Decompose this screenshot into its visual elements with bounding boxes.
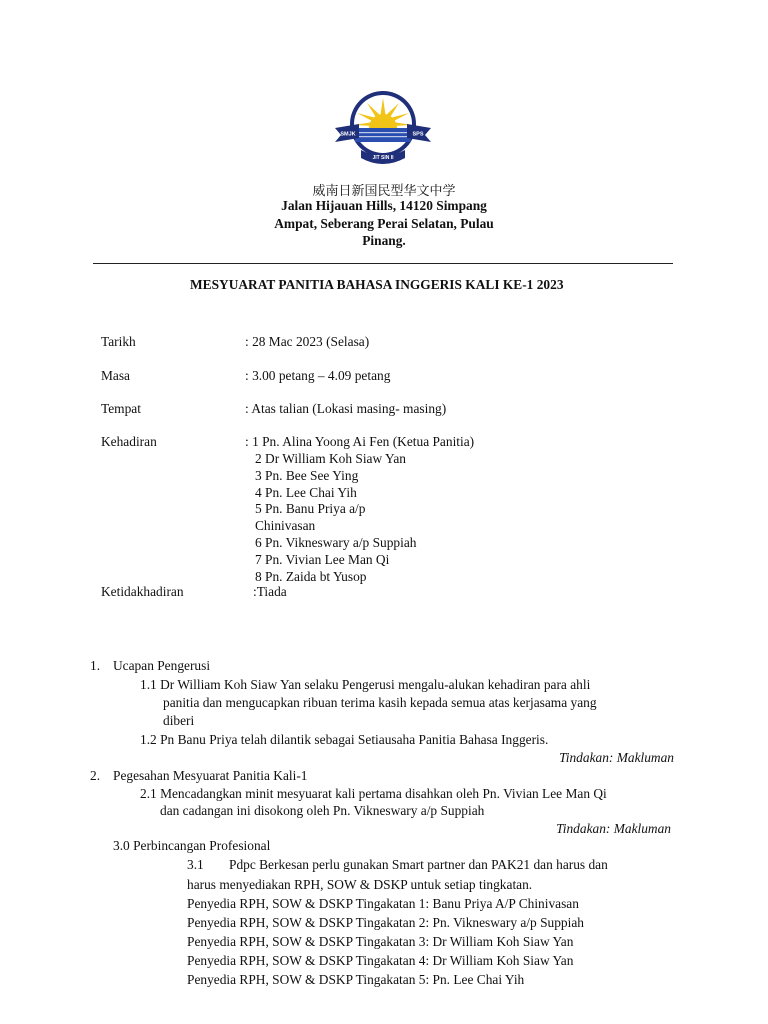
tempat-value: : Atas talian (Lokasi masing- masing)	[245, 401, 447, 416]
agenda-1-1-line1: 1.1 Dr William Koh Siaw Yan selaku Pengerusi mengalu-alukan kehadiran para ahli	[140, 677, 591, 692]
attendee-item: 4 Pn. Lee Chai Yih	[255, 485, 357, 500]
attendee-item: 2 Dr William Koh Siaw Yan	[255, 451, 406, 466]
right-ribbon-text: SPS	[412, 131, 424, 138]
tarikh-value: : 28 Mac 2023 (Selasa)	[245, 334, 370, 349]
attendee-item: 8 Pn. Zaida bt Yusop	[255, 569, 367, 584]
attendee-item: 3 Pn. Bee See Ying	[255, 468, 359, 483]
ketidakhadiran-value: :Tiada	[253, 584, 287, 599]
header-divider	[93, 263, 673, 264]
address-line-1: Jalan Hijauan Hills, 14120 Simpang	[281, 198, 487, 213]
agenda-2-action: Tindakan: Makluman	[556, 821, 671, 836]
agenda-2-number: 2.	[90, 768, 101, 783]
tempat-label: Tempat	[101, 401, 141, 416]
masa-value: : 3.00 petang – 4.09 petang	[245, 368, 391, 383]
attendee-item: Chinivasan	[255, 518, 316, 533]
attendee-item: 7 Pn. Vivian Lee Man Qi	[255, 552, 390, 567]
agenda-2-1-line1: 2.1 Mencadangkan minit mesyuarat kali pertama disahkan oleh Pn. Vivian Lee Man Qi	[140, 786, 607, 801]
penyedia-item: Penyedia RPH, SOW & DSKP Tingakatan 5: Pn. Lee Chai Yih	[187, 972, 525, 987]
agenda-3-title: 3.0 Perbincangan Profesional	[113, 838, 271, 853]
penyedia-item: Penyedia RPH, SOW & DSKP Tingakatan 4: Dr William Koh Siaw Yan	[187, 953, 574, 968]
attendee-item: 6 Pn. Vikneswary a/p Suppiah	[255, 535, 417, 550]
attendee-item: 5 Pn. Banu Priya a/p	[255, 501, 366, 516]
kehadiran-first: : 1 Pn. Alina Yoong Ai Fen (Ketua Panitia)	[245, 434, 475, 449]
agenda-1-title: Ucapan Pengerusi	[113, 658, 211, 673]
meeting-title: MESYUARAT PANITIA BAHASA INGGERIS KALI KE-1 2023	[190, 277, 564, 292]
agenda-2-1-line2: dan cadangan ini disokong oleh Pn. Vikneswary a/p Suppiah	[160, 803, 485, 818]
left-ribbon-text: SMJK	[340, 131, 356, 138]
kehadiran-label: Kehadiran	[101, 434, 157, 449]
penyedia-item: Penyedia RPH, SOW & DSKP Tingakatan 2: Pn. Vikneswary a/p Suppiah	[187, 915, 584, 930]
agenda-1-2: 1.2 Pn Banu Priya telah dilantik sebagai Setiausaha Panitia Bahasa Inggeris.	[140, 732, 549, 747]
logo-blue-band	[355, 128, 411, 142]
agenda-1-number: 1.	[90, 658, 101, 673]
agenda-3-1-line2: harus menyediakan RPH, SOW & DSKP untuk setiap tingkatan.	[187, 877, 533, 892]
address-line-2: Ampat, Seberang Perai Selatan, Pulau	[274, 216, 494, 231]
school-name-chinese: 威南日新国民型华文中学	[312, 183, 456, 198]
agenda-2-title: Pegesahan Mesyuarat Panitia Kali-1	[113, 768, 308, 783]
school-logo	[333, 88, 433, 168]
penyedia-item: Penyedia RPH, SOW & DSKP Tingakatan 1: Banu Priya A/P Chinivasan	[187, 896, 579, 911]
agenda-3-1-line1: Pdpc Berkesan perlu gunakan Smart partner dan PAK21 dan harus dan	[229, 857, 608, 872]
tarikh-label: Tarikh	[101, 334, 136, 349]
agenda-1-1-line2: panitia dan mengucapkan ribuan terima kasih kepada semua atas kerjasama yang	[163, 695, 597, 710]
masa-label: Masa	[101, 368, 131, 383]
address-line-3: Pinang.	[362, 233, 406, 248]
penyedia-item: Penyedia RPH, SOW & DSKP Tingakatan 3: Dr William Koh Siaw Yan	[187, 934, 574, 949]
bottom-ribbon-text: JIT SIN II	[372, 155, 394, 161]
ketidakhadiran-label: Ketidakhadiran	[101, 584, 184, 599]
agenda-1-action: Tindakan: Makluman	[559, 750, 674, 765]
agenda-3-1-number: 3.1	[187, 857, 204, 872]
agenda-1-1-line3: diberi	[163, 713, 195, 728]
